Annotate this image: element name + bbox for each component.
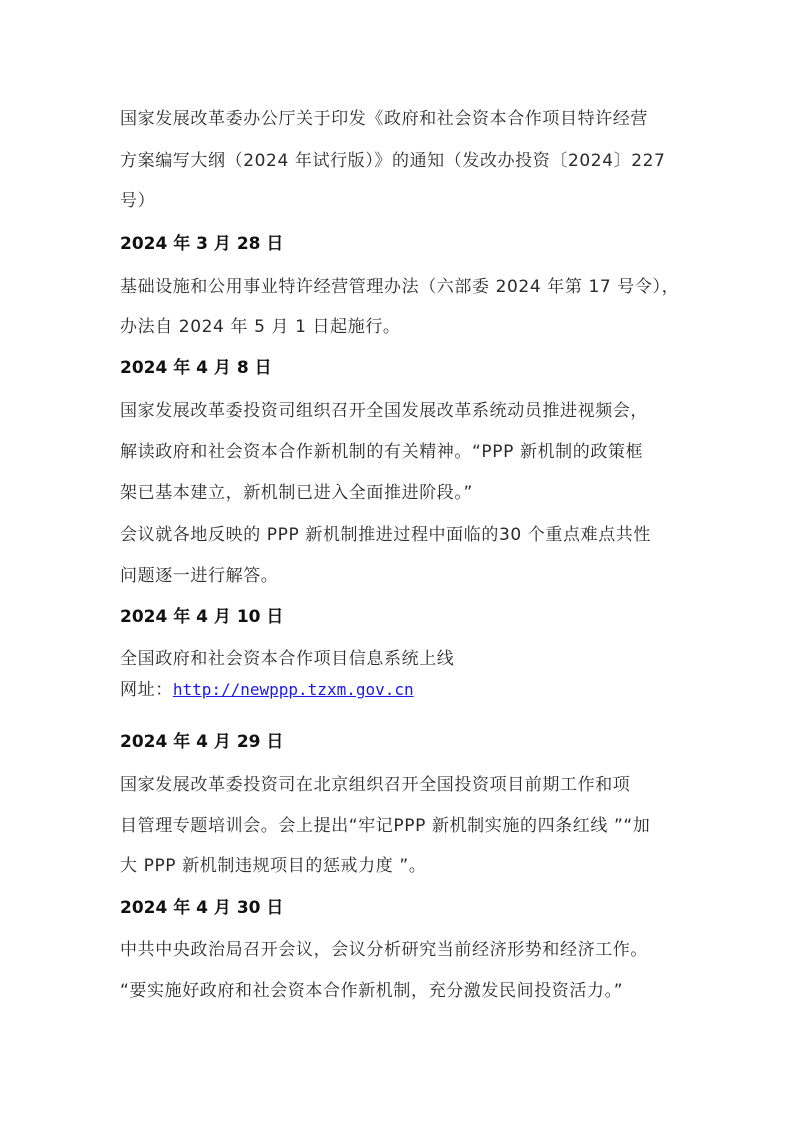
entry-text-line: “要实施好政府和社会资本合作新机制，充分激发民间投资活力。”: [120, 981, 624, 1001]
entry-date: 2024 年 4 月 30 日: [120, 898, 284, 918]
entry-text-line: 会议就各地反映的 PPP 新机制推进过程中面临的30 个重点难点共性: [120, 525, 651, 545]
entry-text-line: 办法自 2024 年 5 月 1 日起施行。: [120, 317, 401, 337]
entry-text-line: 大 PPP 新机制违规项目的惩戒力度 ”。: [120, 856, 427, 876]
entry-text-line: 架已基本建立，新机制已进入全面推进阶段。”: [120, 483, 473, 503]
website-link[interactable]: http://newppp.tzxm.gov.cn: [172, 680, 414, 699]
website-label: 网址：: [120, 680, 173, 700]
entry-date: 2024 年 4 月 10 日: [120, 607, 284, 627]
entry-text-line: 问题逐一进行解答。: [120, 566, 279, 586]
entry-text-line: 目管理专题培训会。会上提出“牢记PPP 新机制实施的四条红线 ”“加: [120, 816, 651, 836]
entry-text-line: 国家发展改革委投资司组织召开全国发展改革系统动员推进视频会，: [120, 401, 648, 421]
intro-line: 国家发展改革委办公厅关于印发《政府和社会资本合作项目特许经营: [120, 109, 648, 129]
entry-text-line: 中共中央政治局召开会议，会议分析研究当前经济形势和经济工作。: [120, 940, 648, 960]
entry-text-line: 基础设施和公用事业特许经营管理办法（六部委 2024 年第 17 号令），: [120, 277, 680, 297]
entry-text-line: 全国政府和社会资本合作项目信息系统上线: [120, 649, 455, 669]
entry-date: 2024 年 3 月 28 日: [120, 234, 284, 254]
entry-date: 2024 年 4 月 8 日: [120, 358, 272, 378]
intro-line: 号）: [120, 191, 156, 211]
entry-text-line: 解读政府和社会资本合作新机制的有关精神。“PPP 新机制的政策框: [120, 442, 644, 462]
entry-date: 2024 年 4 月 29 日: [120, 732, 284, 752]
entry-text-line: 国家发展改革委投资司在北京组织召开全国投资项目前期工作和项: [120, 775, 631, 795]
website-line: [120, 680, 414, 700]
intro-line: 方案编写大纲（2024 年试行版）》的通知（发改办投资〔2024〕227: [120, 151, 666, 171]
